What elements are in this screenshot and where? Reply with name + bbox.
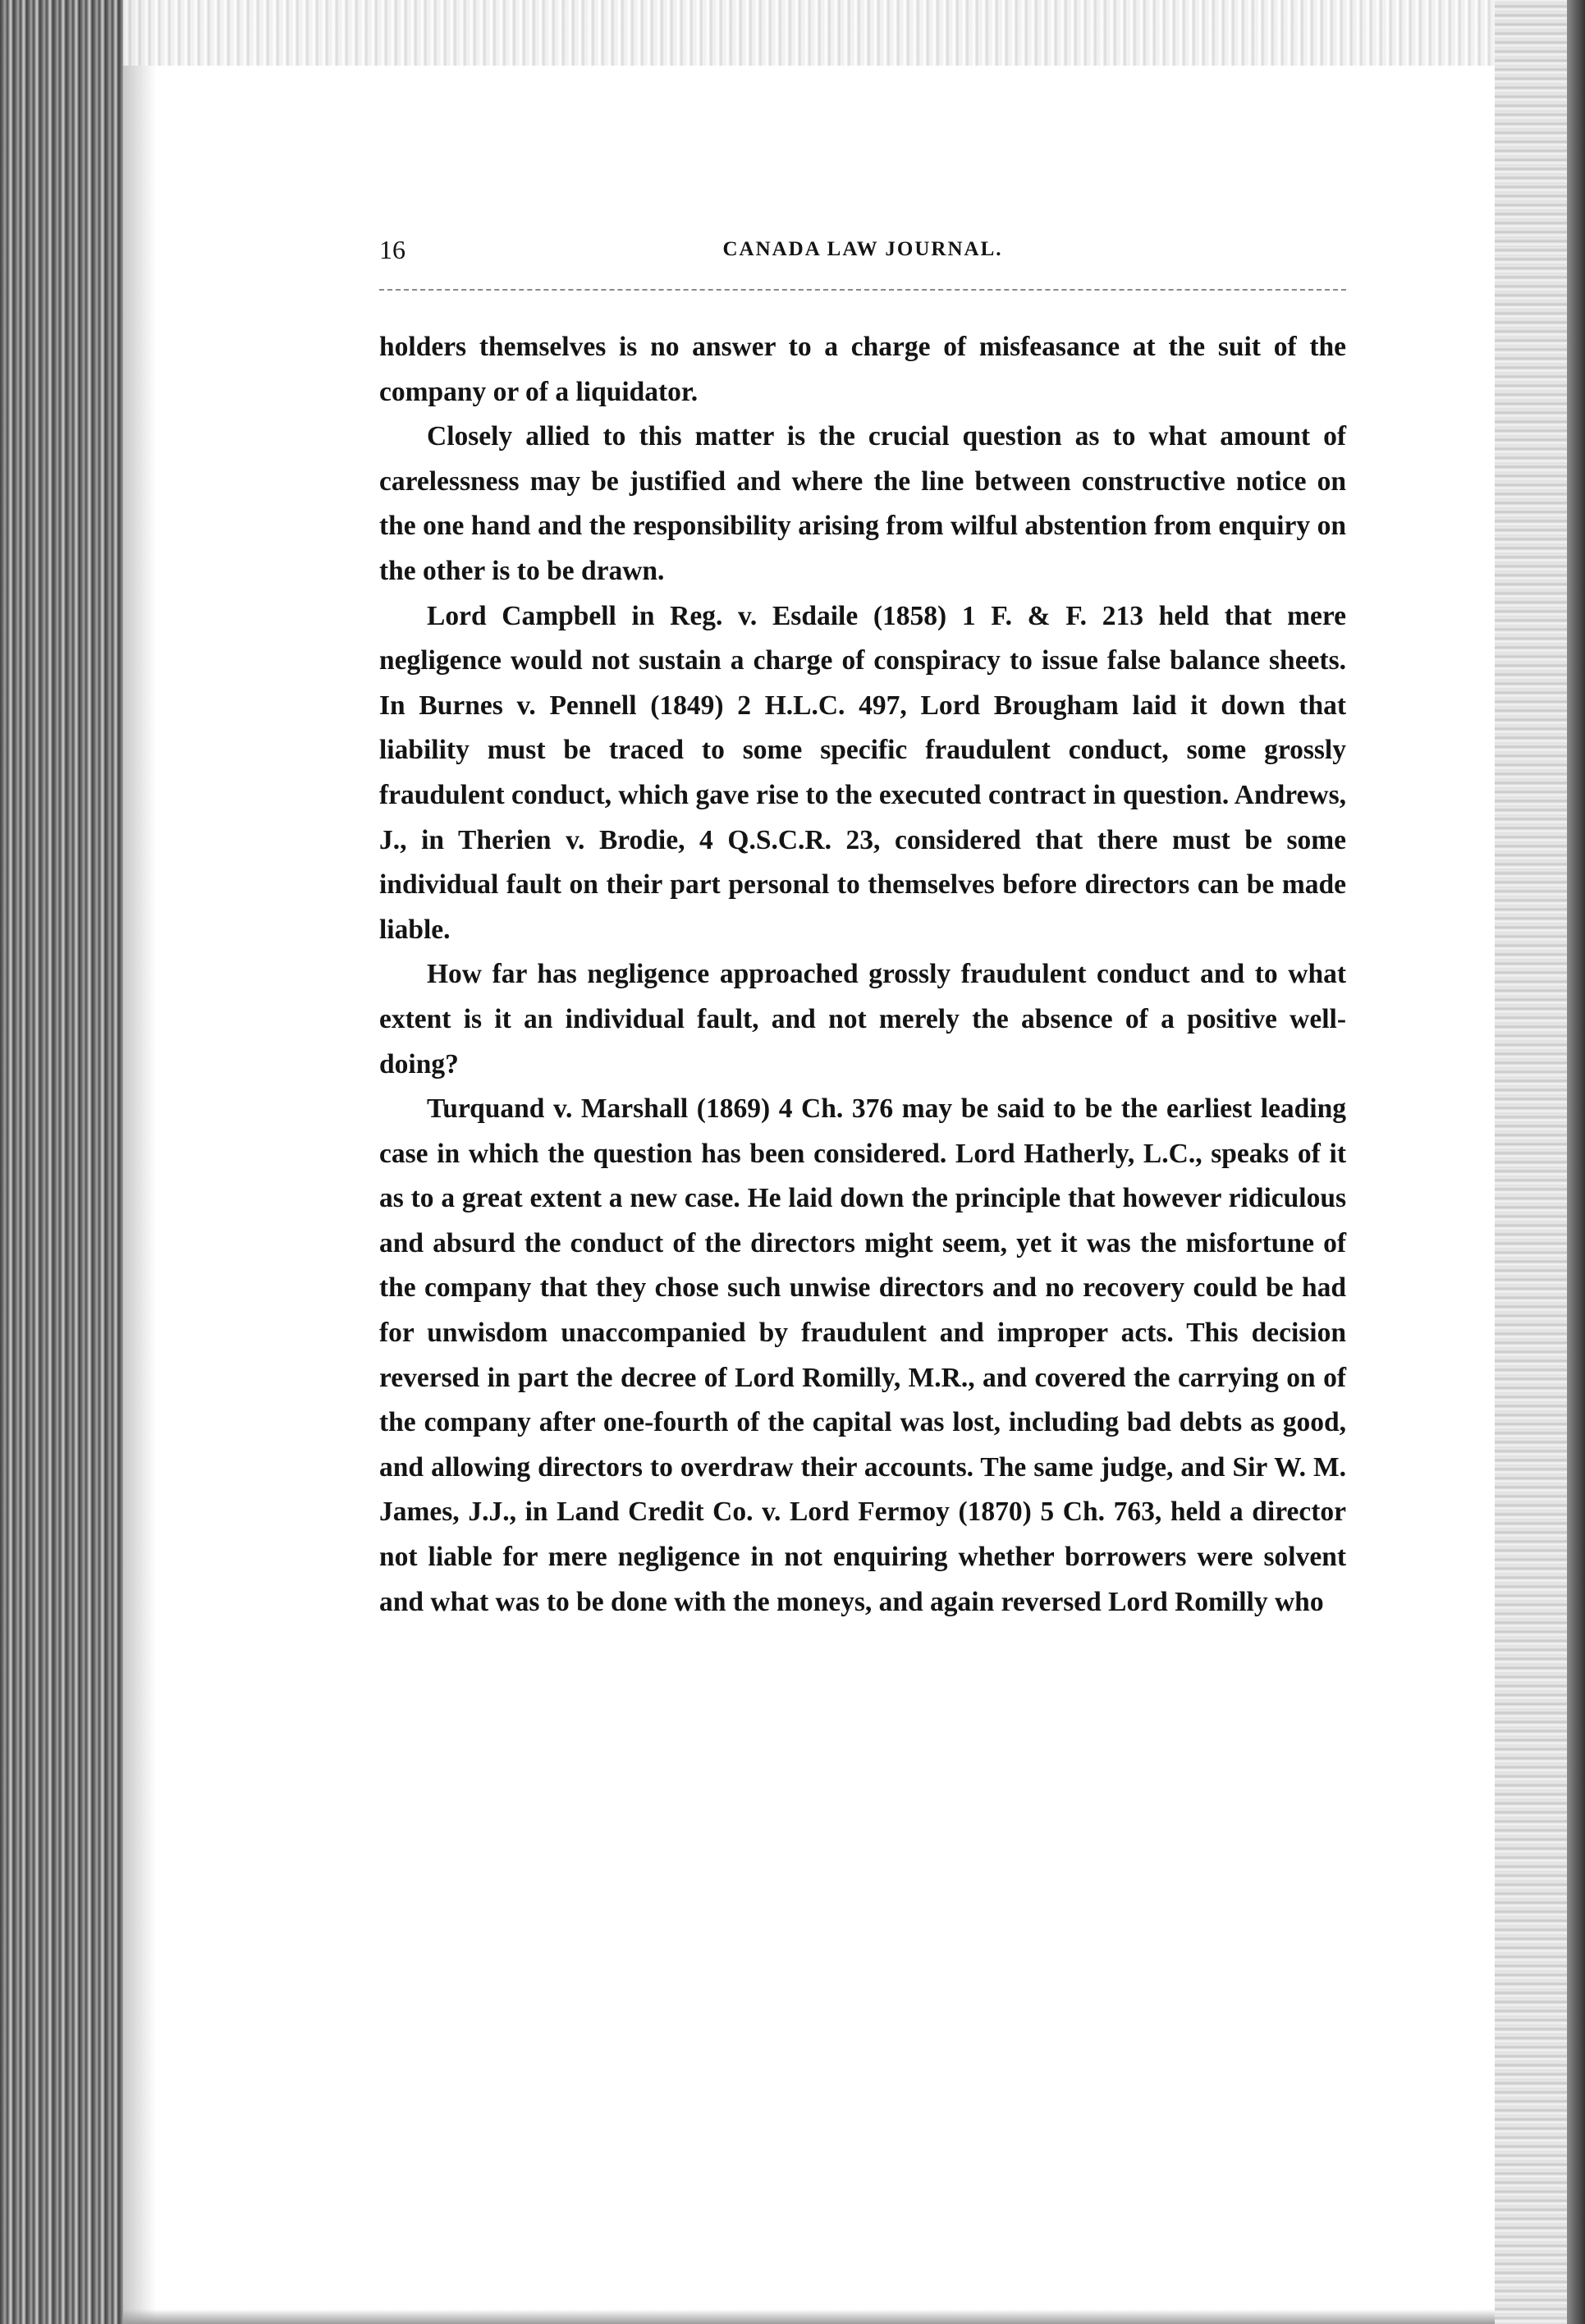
page-number: 16 <box>379 235 405 264</box>
paragraph: Closely allied to this matter is the crucial question as to what amount of carelessness may be justified and where the line between constructive notice on the one hand and the responsibility arising from wilful abstention from enquiry on the other is to be drawn. <box>379 421 1346 586</box>
header-rule <box>379 289 1346 291</box>
scan-left-edge <box>0 0 123 2324</box>
paragraph: How far has negligence approached grossly fraudulent conduct and to what extent is it an individual fault, and not merely the absence of a positive well-doing? <box>379 959 1346 1079</box>
page-header <box>379 235 1346 276</box>
scan-right-edge <box>1495 0 1585 2324</box>
paragraph: holders themselves is no answer to a charge of misfeasance at the suit of the company or of a liquidator. <box>379 332 1346 407</box>
running-title: CANADA LAW JOURNAL. <box>722 238 1003 260</box>
paragraph: Turquand v. Marshall (1869) 4 Ch. 376 may be said to be the earliest leading case in which the question has been considered. Lord Hatherly, L.C., speaks of it as to a great extent a new case. He laid down the principle that however ridiculous and absurd the conduct of the directors might seem, yet it was the misfortune of the company that they chose such unwise directors and no recovery could be had for unwisdom unaccompanied by fraudulent and improper acts. This decision reversed in part the decree of Lord Romilly, M.R., and covered the carrying on of the company after one-fourth of the capital was lost, including bad debts as good, and allowing directors to overdraw their accounts. The same judge, and Sir W. M. James, J.J., in Land Credit Co. v. Lord Fermoy (1870) 5 Ch. 763, held a director not liable for mere negligence in not enquiring whether borrowers were solvent and what was to be done with the moneys, and again reversed Lord Romilly who <box>379 1093 1346 1617</box>
article-body <box>379 325 1346 1625</box>
paragraph: Lord Campbell in Reg. v. Esdaile (1858) 1 F. & F. 213 held that mere negligence would not sustain a charge of conspiracy to issue false balance sheets. In Burnes v. Pennell (1849) 2 H.L.C. 497, Lord Brougham laid it down that liability must be traced to some specific fraudulent conduct, some grossly fraudulent conduct, which gave rise to the executed contract in question. Andrews, J., in Therien v. Brodie, 4 Q.S.C.R. 23, considered that there must be some individual fault on their part personal to themselves before directors can be made liable. <box>379 600 1346 945</box>
scan-bottom-edge <box>123 2309 1495 2324</box>
scan-top-edge <box>123 0 1495 66</box>
